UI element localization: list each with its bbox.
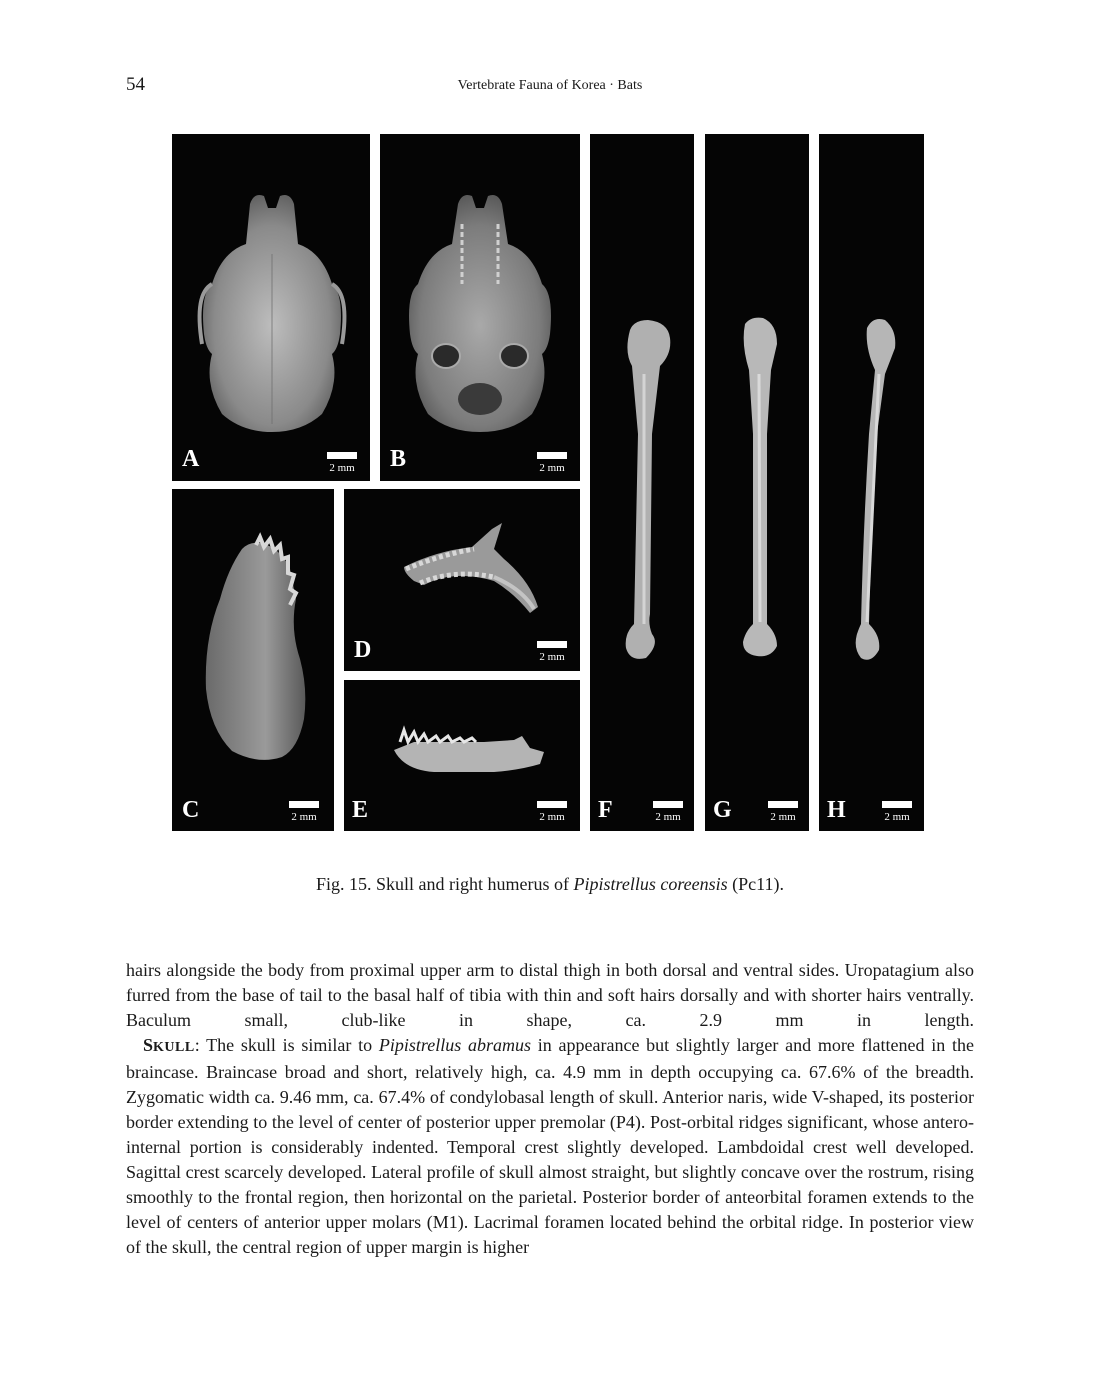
skull-heading-first: S: [143, 1035, 154, 1055]
running-head: Vertebrate Fauna of Korea · Bats: [457, 78, 643, 93]
caption-suffix: (Pc11).: [727, 874, 784, 894]
panel-f: [590, 134, 694, 831]
panel-label-h: H: [827, 797, 846, 823]
panel-d: [344, 489, 580, 671]
skull-heading-colon: :: [194, 1035, 200, 1055]
panel-label-e: E: [352, 797, 369, 823]
panel-label-f: F: [598, 797, 613, 823]
scale-bar-label: 2 mm: [884, 811, 910, 823]
skull-text-after: in appearance but slightly larger and more flattened in the braincase. Braincase broad and short, relatively high, ca. 4.9 mm in depth occupying ca. 67.6% of the breadth. Zygomatic width ca. 9.46 mm, ca. 67.4% of condylobasal length of skull. Anterior naris, wide V-shaped, its posterior border extending to the level of center of posterior upper premolar (P4). Post-orbital ridges significant, whose antero-internal portion is considerably indented. Temporal crest slightly developed. Lambdoidal crest well developed. Sagittal crest scarcely developed. Lateral profile of skull almost straight, but slightly concave over the rostrum, rising smoothly to the frontal region, then horizontal on the parietal. Posterior border of anteorbital foramen extends to the level of centers of anterior upper molars (M1). Lacrimal foramen located behind the orbital ridge. In posterior view of the skull, the central region of upper margin is higher: [126, 1035, 975, 1257]
skull-dorsal-image: [172, 134, 370, 481]
scale-bar-line: [768, 801, 798, 808]
scale-bar-line: [327, 452, 357, 459]
scale-bar-label: 2 mm: [539, 462, 565, 474]
panel-label-d: D: [354, 637, 372, 663]
skull-ventral-image: [380, 134, 580, 481]
panel-g: [705, 134, 809, 831]
scale-bar-h: [875, 801, 919, 823]
page-number: 54: [126, 74, 145, 95]
scale-bar-label: 2 mm: [770, 811, 796, 823]
panel-h: [819, 134, 924, 831]
scale-bar-line: [537, 801, 567, 808]
panel-label-c: C: [182, 797, 200, 823]
panel-a: [172, 134, 370, 481]
skull-lateral-image: [172, 489, 334, 831]
scale-bar-c: [282, 801, 326, 823]
panel-label-b: B: [390, 446, 407, 472]
scale-bar-g: [761, 801, 805, 823]
caption-species: Pipistrellus coreensis: [573, 874, 728, 894]
scale-bar-line: [882, 801, 912, 808]
scale-bar-a: [320, 452, 364, 474]
scale-bar-f: [646, 801, 690, 823]
skull-species: Pipistrellus abramus: [378, 1035, 531, 1055]
scale-bar-d: [530, 641, 574, 663]
panel-e: [344, 680, 580, 831]
scale-bar-label: 2 mm: [655, 811, 681, 823]
body-paragraph-skull: [126, 1033, 974, 1260]
scale-bar-line: [537, 641, 567, 648]
body-paragraph-1: hairs alongside the body from proximal upper arm to distal thigh in both dorsal and ventral sides. Uropatagium also furred from the base of tail to the basal half of tibia with thin and soft hairs dorsally and with shorter hairs ventrally. Baculum small, club-like in shape, ca. 2.9 mm in length.: [126, 960, 974, 1030]
scale-bar-label: 2 mm: [291, 811, 317, 823]
panel-c: [172, 489, 334, 831]
scale-bar-line: [289, 801, 319, 808]
panel-b: [380, 134, 580, 481]
humerus-view-f-image: [590, 134, 694, 831]
humerus-view-g-image: [705, 134, 809, 831]
scale-bar-b: [530, 452, 574, 474]
scale-bar-label: 2 mm: [329, 462, 355, 474]
scale-bar-line: [537, 452, 567, 459]
skull-text-before: The skull is similar to: [199, 1035, 379, 1055]
humerus-view-h-image: [819, 134, 924, 831]
scale-bar-label: 2 mm: [539, 811, 565, 823]
figure-caption: [0, 874, 1100, 895]
skull-heading-rest: KULL: [153, 1040, 195, 1055]
panel-label-a: A: [182, 446, 200, 472]
scale-bar-line: [653, 801, 683, 808]
body-text: [126, 958, 974, 1260]
panel-label-g: G: [713, 797, 732, 823]
scale-bar-label: 2 mm: [539, 651, 565, 663]
scale-bar-e: [530, 801, 574, 823]
caption-prefix: Fig. 15. Skull and right humerus of: [316, 874, 574, 894]
